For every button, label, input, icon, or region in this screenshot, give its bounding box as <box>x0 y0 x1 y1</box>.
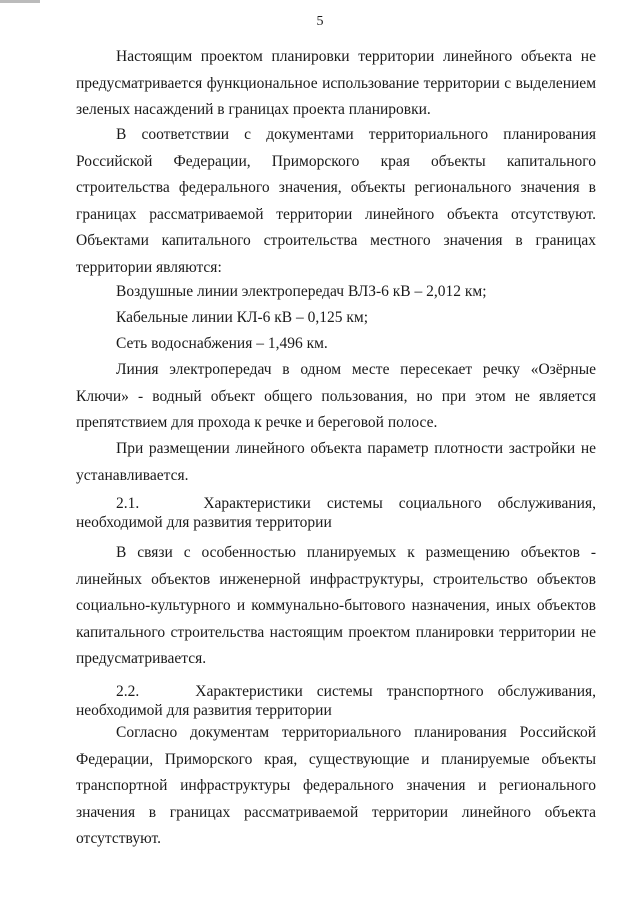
paragraph-power-line-river: Линия электропередач в одном месте пересекает речку «Озёрные Ключи» - водный объект общего пользования, но при этом не является препятствием для прохода к речке и береговой полосе. <box>76 361 596 431</box>
paragraph-territorial-planning: В соответствии с документами территориального планирования Российской Федерации, Приморского края объекты капитального строительства федерального значения, объекты регионального значения в границах рассматриваемой территории линейного объекта отсутствуют. Объектами капитального строительства местного значения в границах территории являются: <box>76 126 596 276</box>
paragraph-green-spaces: Настоящим проектом планировки территории линейного объекта не предусматривается функциональное использование территории с выделением зеленых насаждений в границах проекта планировки. <box>76 48 596 118</box>
paragraph-transport-services: Согласно документам территориального планирования Российской Федерации, Приморского края, существующие и планируемые объекты транспортной инфраструктуры федерального значения и регионального значения в границах рассматриваемой территории линейного объекта отсутствуют. <box>76 724 596 847</box>
list-item-overhead-lines: Воздушные линии электропередач ВЛЗ-6 кВ – 2,012 км; <box>116 283 487 300</box>
paragraph-social-services: В связи с особенностью планируемых к размещению объектов - линейных объектов инженерной инфраструктуры, строительство объектов социально-культурного и коммунально-бытового назначения, иных объектов капитального строительства настоящим проектом планировки территории не предусматривается. <box>76 544 596 667</box>
section-heading-2-1: 2.1. Характеристики системы социального обслуживания, необходимой для развития территории <box>76 495 596 531</box>
paragraph-density: При размещении линейного объекта параметр плотности застройки не устанавливается. <box>76 440 596 484</box>
list-item-water-supply: Сеть водоснабжения – 1,496 км. <box>116 335 328 352</box>
list-item-cable-lines: Кабельные линии КЛ-6 кВ – 0,125 км; <box>116 309 369 326</box>
page-number: 5 <box>316 14 324 29</box>
section-heading-2-2: 2.2. Характеристики системы транспортного обслуживания, необходимой для развития территории <box>76 683 596 719</box>
scan-artifact <box>0 0 40 3</box>
